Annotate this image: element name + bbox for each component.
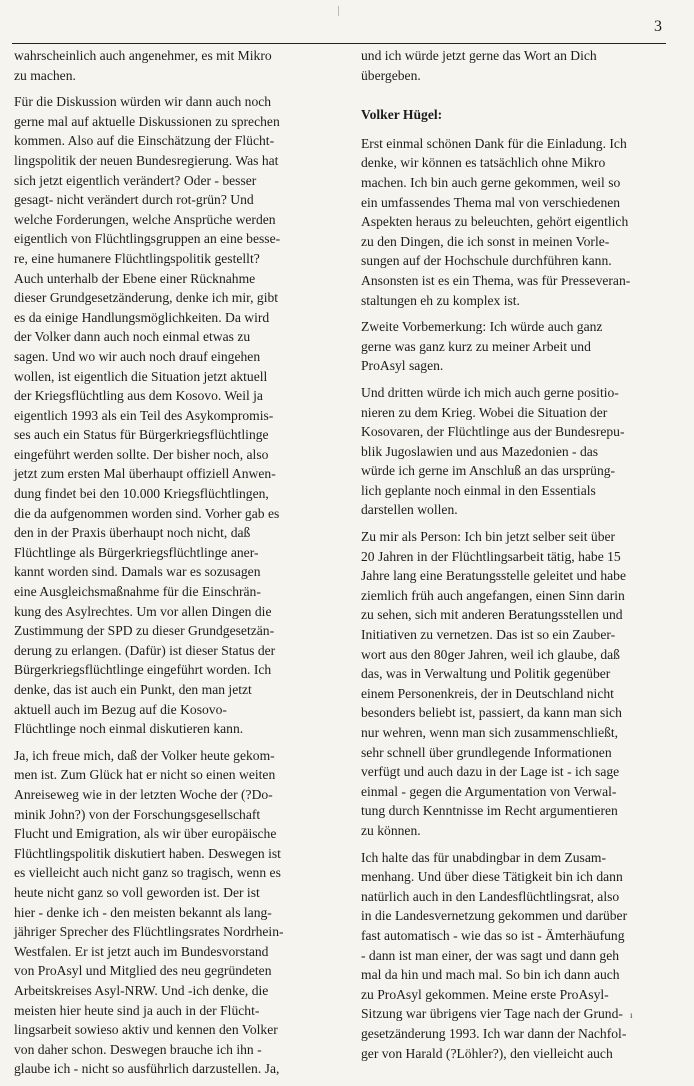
text-line: 20 Jahren in der Flüchtlingsarbeit tätig, habe 15 xyxy=(361,548,621,564)
text-line: Arbeitskreises Asyl-NRW. Und -ich denke, die xyxy=(14,982,269,998)
text-line: gesagt- nicht verändert durch rot-grün? Und xyxy=(14,192,254,208)
text-line: den in der Praxis überhaupt noch nicht, daß xyxy=(14,525,251,541)
text-line: kannt worden sind. Damals war es sozusagen xyxy=(14,564,261,580)
text-line: Ich halte das für unabdingbar in dem Zusam- xyxy=(361,849,606,865)
top-rule xyxy=(12,43,666,44)
paragraph xyxy=(361,848,681,1064)
text-line: und ich würde jetzt gerne das Wort an Dich xyxy=(361,48,597,63)
text-line: Für die Diskussion würden wir dann auch noch xyxy=(14,94,272,110)
text-line: hier - denke ich - den meisten bekannt als lang- xyxy=(14,904,272,920)
text-line: natürlich auch in den Landesflüchtlingsrat, also xyxy=(361,888,620,904)
text-line: glaube ich - nicht so ausführlich darzustellen. Ja, xyxy=(14,1061,280,1077)
text-line: eigentlich von Flüchtlingsgruppen an eine besse- xyxy=(14,231,281,247)
fold-mark xyxy=(338,6,339,16)
text-line: das, was in Verwaltung und Politik gegenüber xyxy=(361,666,611,682)
text-line: Kosovaren, der Flüchtlinge aus der Bundesrepu- xyxy=(361,424,625,440)
text-line: mal da hin und mach mal. So bin ich dann auch xyxy=(361,967,620,983)
text-line: zu machen. xyxy=(14,67,76,83)
text-line: Ansonsten ist es ein Thema, was für Presseveran- xyxy=(361,272,631,288)
paragraph xyxy=(361,317,681,376)
text-line: nur wehren, wenn man sich zusammenschließt, xyxy=(361,725,619,740)
text-line: Sitzung war übrigens vier Tage nach der Grund- xyxy=(361,1006,623,1022)
text-line: denke, das ist auch ein Punkt, den man jetzt xyxy=(14,682,252,697)
text-line: dung findet bei den 10.000 Kriegsflüchtlingen, xyxy=(14,486,269,502)
paragraph xyxy=(361,527,681,841)
text-line: es da einige Handlungsmöglichkeiten. Da wird xyxy=(14,309,270,325)
text-line: Zustimmung der SPD zu dieser Grundgesetzän- xyxy=(14,623,275,639)
text-line: ein umfassendes Thema mal von verschiedenen xyxy=(361,194,621,210)
text-line: menhang. Und über diese Tätigkeit bin ich dann xyxy=(361,869,623,885)
paragraph xyxy=(361,134,681,310)
paragraph xyxy=(14,746,344,1079)
text-line: von daher schon. Deswegen brauche ich ihn - xyxy=(14,1041,262,1057)
text-line: ProAsyl sagen. xyxy=(361,358,444,374)
text-line: re, eine humanere Flüchtlingspolitik gestellt? xyxy=(14,250,260,266)
text-line: aktuell auch im Bezug auf die Kosovo- xyxy=(14,701,227,717)
text-line: Erst einmal schönen Dank für die Einladung. Ich xyxy=(361,135,627,151)
text-line: Ja, ich freue mich, daß der Volker heute gekom- xyxy=(14,747,275,763)
text-line: - dann ist man einer, der was sagt und dann geh xyxy=(361,947,620,963)
speaker-heading: Volker Hügel: xyxy=(361,107,443,123)
paragraph xyxy=(14,92,344,739)
text-line: gesetzänderung 1993. Ich war dann der Nachfol- xyxy=(361,1025,627,1041)
text-line: dieser Grundgesetzänderung, denke ich mir, gibt xyxy=(14,290,279,306)
text-line: einem Personenkreis, der in Deutschland nicht xyxy=(361,685,614,701)
text-line: lich geplante noch einmal in den Essentials xyxy=(361,482,596,498)
text-line: Zweite Vorbemerkung: Ich würde auch ganz xyxy=(361,319,603,335)
text-line: tung durch Kenntnisse im Recht argumentieren xyxy=(361,803,618,819)
left-column xyxy=(14,46,344,1086)
text-line: wollen, ist eigentlich die Situation jetzt aktuell xyxy=(14,368,268,384)
text-line: wahrscheinlich auch angenehmer, es mit Mikro xyxy=(14,48,272,63)
text-line: Jahre lang eine Beratungsstelle geleitet und habe xyxy=(361,568,626,584)
text-line: Flüchtlinge als Bürgerkriegsflüchtlinge aner- xyxy=(14,544,259,560)
text-line: in die Landesvernetzung gekommen und darüber xyxy=(361,908,628,924)
text-line: der Kriegsflüchtling aus dem Kosovo. Weil ja xyxy=(14,388,263,404)
text-line: zu sehen, sich mit anderen Beratungsstellen und xyxy=(361,607,623,623)
text-line: fast automatisch - wie das so ist - Ämterhäufung xyxy=(361,927,625,943)
text-line: jetzt zum ersten Mal überhaupt offiziell Anwen- xyxy=(14,466,276,482)
text-line: derung zu erlangen. (Dafür) ist dieser Status der xyxy=(14,642,276,658)
text-line: wort aus den 80ger Jahren, weil ich glaube, daß xyxy=(361,646,620,662)
text-line: einmal - gegen die Argumentation von Verwal- xyxy=(361,783,617,799)
text-line: machen. Ich bin auch gerne gekommen, weil so xyxy=(361,174,621,190)
text-line: würde ich gerne im Anschluß an das ursprüng- xyxy=(361,463,616,479)
text-line: eigentlich 1993 als ein Teil des Asykompromis- xyxy=(14,407,274,423)
text-line: gerne was ganz kurz zu meiner Arbeit und xyxy=(361,338,591,354)
text-line: Aspekten heraus zu beleuchten, gehört eigentlich xyxy=(361,214,629,230)
text-line: zu ProAsyl gekommen. Meine erste ProAsyl- xyxy=(361,986,609,1002)
text-line: sagen. Und wo wir auch noch drauf eingehen xyxy=(14,348,261,364)
text-line: verfügt und auch dazu in der Lage ist - ich sage xyxy=(361,764,620,780)
text-line: gerne mal auf aktuelle Diskussionen zu sprechen xyxy=(14,113,280,129)
text-line: darstellen wollen. xyxy=(361,502,458,518)
text-line: lingspolitik der neuen Bundesregierung. Was hat xyxy=(14,152,279,168)
text-line: Anreiseweg wie in der letzten Woche der (?Do- xyxy=(14,786,273,802)
text-line: es vielleicht auch nicht ganz so tragisch, wenn es xyxy=(14,865,281,881)
text-line: Flüchtlingspolitik diskutiert haben. Deswegen ist xyxy=(14,845,281,861)
text-line: Flüchtlinge noch einmal diskutieren kann. xyxy=(14,721,244,737)
text-line: ses auch ein Status für Bürgerkriegsflüchtlinge xyxy=(14,427,269,443)
text-line: Initiativen zu vernetzen. Das ist so ein Zauber- xyxy=(361,627,616,643)
text-line: übergeben. xyxy=(361,67,421,83)
text-line: zu den Dingen, die ich sonst in meinen Vorle- xyxy=(361,233,610,249)
text-line: die da aufgenommen worden sind. Vorher gab es xyxy=(14,505,280,521)
speech-paragraphs xyxy=(361,134,681,1063)
text-line: von ProAsyl und Mitglied des neu gegründeten xyxy=(14,963,272,979)
text-line: nieren zu dem Krieg. Wobei die Situation der xyxy=(361,404,608,420)
text-line: sich jetzt eigentlich verändert? Oder - besser xyxy=(14,172,257,188)
text-line: jähriger Sprecher des Flüchtlingsrates Nordrhein- xyxy=(14,924,284,940)
text-line: der Volker dann auch noch einmal etwas zu xyxy=(14,329,251,345)
text-line: eine Ausgleichsmaßnahme für die Einschrän- xyxy=(14,584,261,600)
text-line: ziemlich früh auch angefangen, einen Sinn darin xyxy=(361,587,625,603)
corner-mark: ı xyxy=(630,1010,633,1020)
text-line: Bürgerkriegsflüchtlinge eingeführt worden. Ich xyxy=(14,662,272,678)
text-line: kung des Asylrechtes. Um vor allen Dingen die xyxy=(14,603,272,619)
text-line: minik John?) von der Forschungsgesellschaft xyxy=(14,806,261,822)
text-line: heute nicht ganz so voll geworden ist. Der ist xyxy=(14,884,260,900)
text-line: Zu mir als Person: Ich bin jetzt selber seit über xyxy=(361,529,616,545)
text-line: lingsarbeit sowieso aktiv und kennen den Volker xyxy=(14,1022,278,1038)
text-line: Auch unterhalb der Ebene einer Rücknahme xyxy=(14,270,256,286)
paragraph xyxy=(361,383,681,520)
text-line: men ist. Zum Glück hat er nicht so einen weiten xyxy=(14,767,276,783)
intro-paragraph xyxy=(361,46,681,85)
text-line: sehr schnell über grundlegende Informationen xyxy=(361,744,612,760)
text-line: Westfalen. Er ist jetzt auch im Bundesvorstand xyxy=(14,943,269,959)
text-line: Flucht und Emigration, als wir über europäische xyxy=(14,826,277,842)
text-line: denke, wir können es tatsächlich ohne Mikro xyxy=(361,155,606,171)
text-line: eingeführt werden sollte. Der bisher noch, also xyxy=(14,446,269,462)
text-line: ger von Harald (?Löhler?), den vielleicht auch xyxy=(361,1045,613,1061)
text-line: besonders beliebt ist, passiert, da kann man sich xyxy=(361,705,622,721)
text-line: blik Jugoslawien und aus Mazedonien - das xyxy=(361,443,599,459)
text-line: welche Forderungen, welche Ansprüche werden xyxy=(14,211,276,227)
text-line: zu können. xyxy=(361,822,421,838)
text-line: sungen auf der Hochschule durchführen kann. xyxy=(361,253,612,269)
text-line: staltungen eh zu komplex ist. xyxy=(361,292,520,308)
paragraph xyxy=(14,46,344,85)
text-line: Und dritten würde ich mich auch gerne positio- xyxy=(361,384,619,400)
text-line: meisten hier heute sind ja auch in der Flücht- xyxy=(14,1002,260,1018)
right-column xyxy=(361,46,681,1070)
page-number: 3 xyxy=(654,18,662,35)
text-line: kommen. Also auf die Einschätzung der Flücht- xyxy=(14,133,275,149)
